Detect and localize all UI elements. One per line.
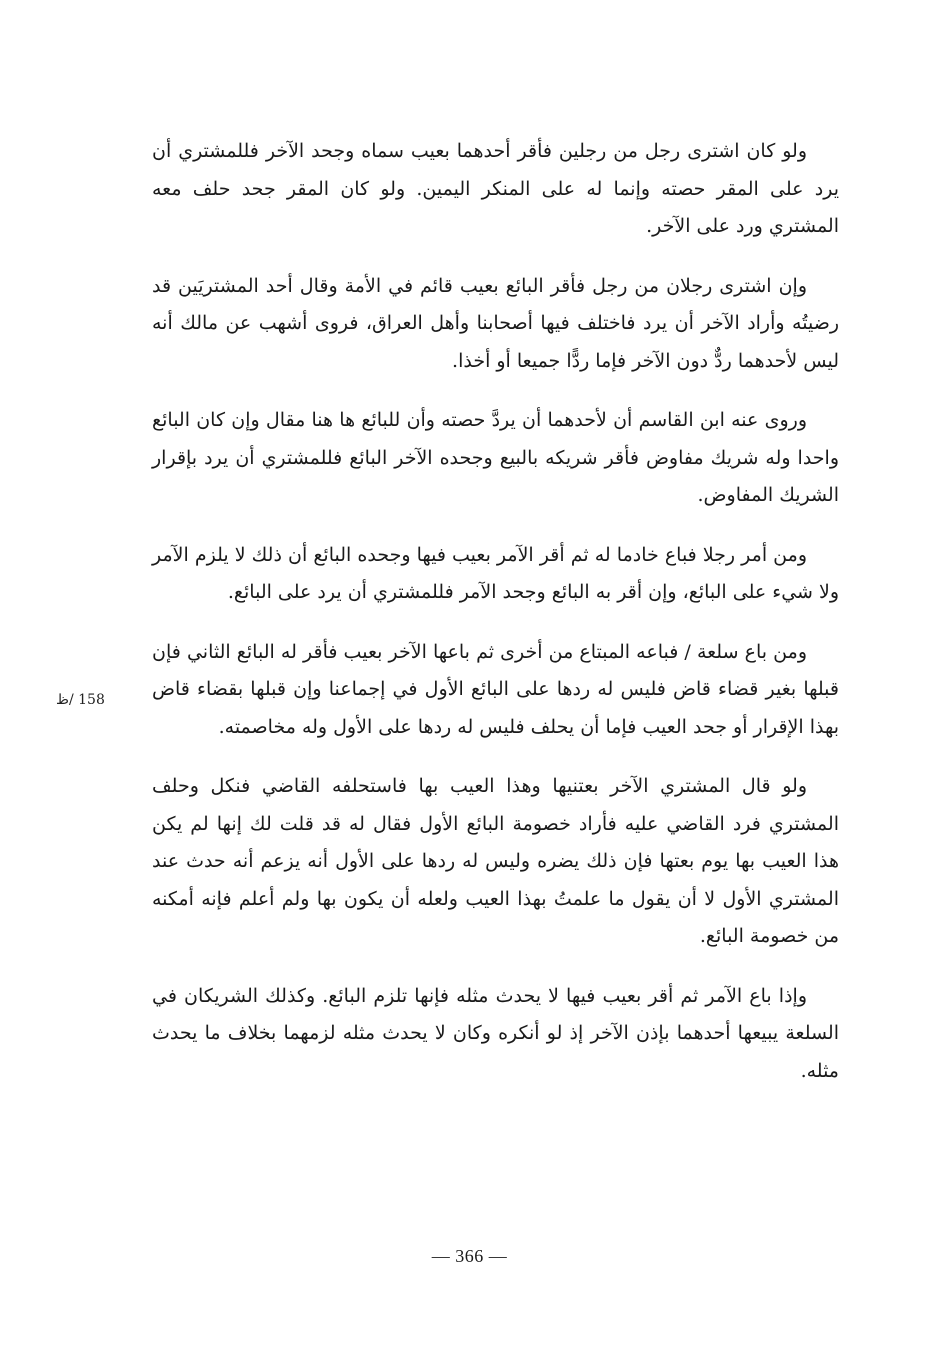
paragraph-5: ومن باع سلعة / فباعه المبتاع من أخرى ثم باعها الآخر بعيب فأقر له البائع الثاني فإن قبلها بغير قضاء قاض فليس له ردها على البائع الأول في إجماعنا وإن قبلها بقضاء قاض بهذا الإقرار أو جحد العيب فإما أن يحلف فليس له ردها على الأول وله مخاصمته. bbox=[152, 640, 839, 738]
main-text bbox=[152, 133, 839, 1090]
paragraph-4: ومن أمر رجلا فباع خادما له ثم أقر الآمر بعيب فيها وجحده البائع أن ذلك لا يلزم الآمر ولا شيء على البائع، وإن أقر به البائع وجحد الآمر فللمشتري أن يرد على البائع. bbox=[152, 543, 839, 603]
paragraph-1: ولو كان اشترى رجل من رجلين فأقر أحدهما بعيب سماه وجحد الآخر فللمشتري أن يرد على المقر حصته وإنما له على المنكر اليمين. ولو كان المقر جحد حلف معه المشتري ورد على الآخر. bbox=[152, 140, 839, 237]
paragraph-2: وإن اشترى رجلان من رجل فأقر البائع بعيب قائم في الأمة وقال أحد المشتريَين قد رضيتُه وأراد الآخر أن يرد فاختلف فيها أصحابنا وأهل العراق، فروى أشهب عن مالك أنه ليس لأحدهما ردٌّ دون الآخر فإما ردًّا جميعا أو أخذا. bbox=[152, 274, 839, 372]
page-number: — 366 — bbox=[431, 1246, 508, 1266]
folio-margin-note: 158 /ظ bbox=[56, 692, 105, 708]
paragraph-3: وروى عنه ابن القاسم أن لأحدهما أن يردَّ حصته وأن للبائع ها هنا مقال وإن كان البائع واحدا وله شريك مفاوض فأقر شريكه بالبيع وجحده الآخر البائع فللمشتري أن يرد بإقرار الشريك المفاوض. bbox=[152, 409, 839, 506]
paragraph-7: وإذا باع الآمر ثم أقر بعيب فيها لا يحدث مثله فإنها تلزم البائع. وكذلك الشريكان في السلعة يبيعها أحدهما بإذن الآخر إذ لو أنكره وكان لا يحدث مثله لزمهما بخلاف ما يحدث مثله. bbox=[152, 984, 839, 1082]
paragraph-6: ولو قال المشتري الآخر بعتنيها وهذا العيب بها فاستحلفه القاضي فنكل وحلف المشتري فرد القاضي عليه فأراد خصومة البائع الأول فقال له قد قلت لك إنها لم يكن هذا العيب بها يوم بعتها فإن ذلك يضره وليس له ردها على الأول أنه يزعم أنه حدث عند المشتري الأول لا أن يقول ما علمتُ بهذا العيب ولعله أن يكون بها ولم أعلم فإنه أمكنه من خصومة البائع. bbox=[152, 775, 839, 947]
